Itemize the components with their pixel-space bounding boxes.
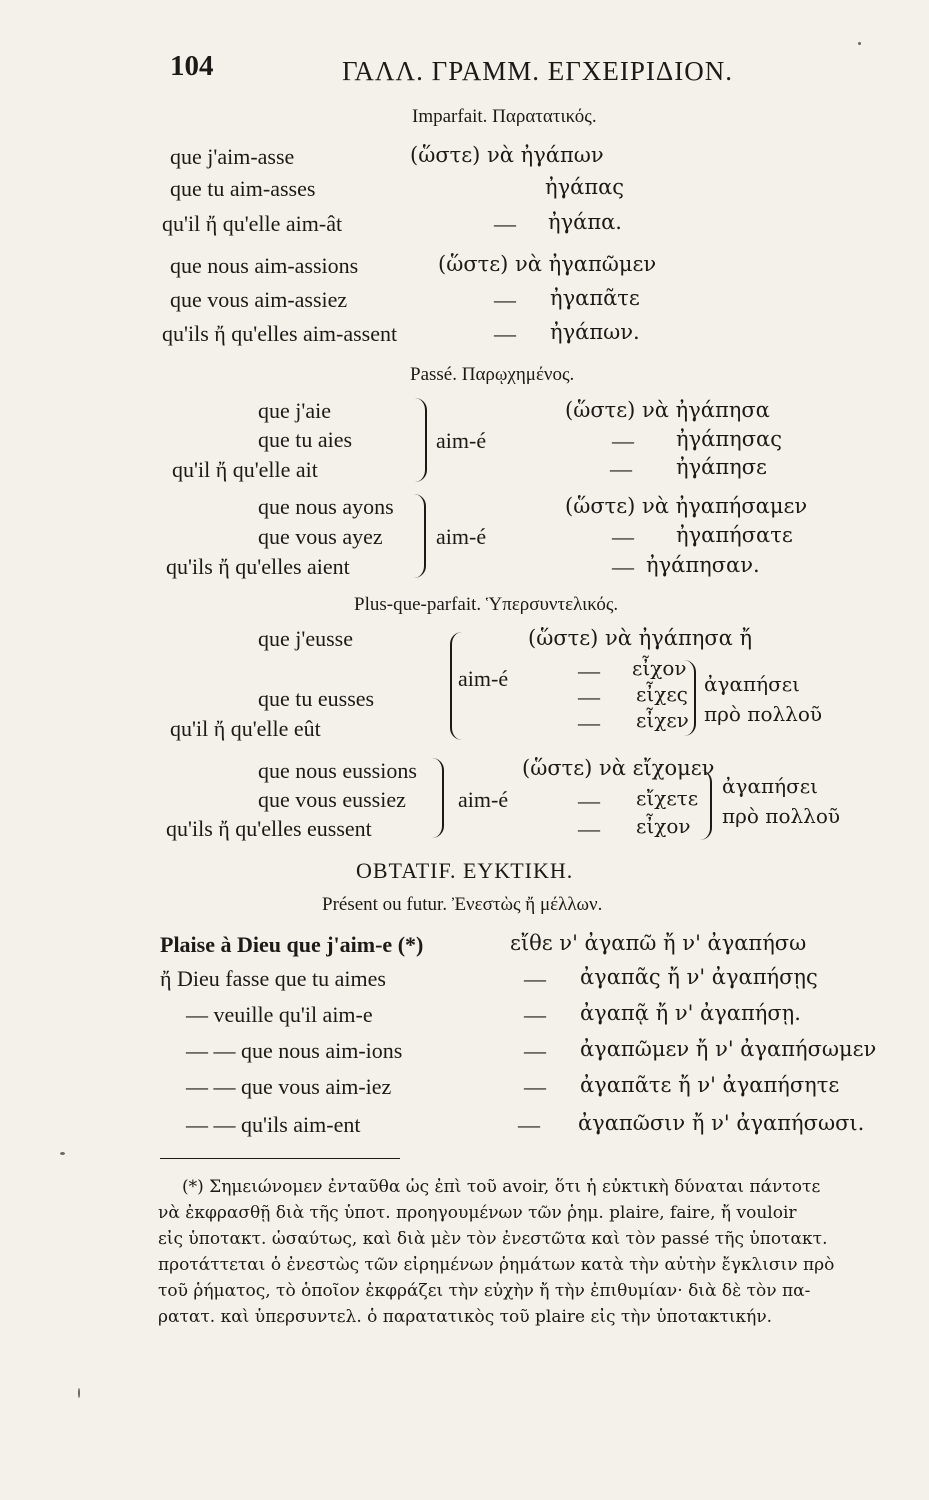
footnote-line-6: ρατατ. καὶ ὑπερσυντελ. ὁ παρατατικὸς τοῦ plaire εἰς τὴν ὑποτακτικήν. [158, 1307, 773, 1327]
passe-stem-2: aim-é [436, 524, 487, 549]
imparfait-dash-5: — [494, 287, 516, 312]
passe-brace-1 [415, 398, 427, 482]
footnote [158, 1174, 868, 1330]
imparfait-dash-3: — [494, 211, 516, 236]
optatif-gr-5: ἀγαπᾶτε ἤ ν' ἀγαπήσητε [580, 1073, 840, 1097]
imparfait-fr-4: que nous aim-assions [170, 253, 359, 278]
pqp-dash-2: — [578, 658, 600, 683]
paper-speck [78, 1388, 80, 1398]
passe-gr-2: ἠγάπησας [676, 427, 782, 451]
imparfait-gr-5: ἠγαπᾶτε [550, 286, 640, 310]
pqp-gr-3: εἶχες [636, 682, 688, 706]
pqp-gr-1: (ὥστε) νὰ ἠγάπησα ἤ [528, 626, 753, 650]
pqp-aside-2b: πρὸ πολλοῦ [722, 804, 841, 828]
optatif-dash-3: — [524, 1002, 546, 1027]
pqp-dash-7: — [578, 816, 600, 841]
passe-fr-1: que j'aie [258, 398, 331, 423]
pqp-fr-1: que j'eusse [258, 626, 353, 651]
pqp-gr-7: εἶχον [636, 814, 691, 838]
optatif-fr-3: — veuille qu'il aim-e [186, 1002, 373, 1027]
pqp-brace-aside-2 [700, 770, 712, 840]
imparfait-fr-2: que tu aim-asses [170, 176, 316, 201]
passe-gr-5: ἠγαπήσατε [676, 523, 793, 547]
optatif-fr-1: Plaise à Dieu que j'aim-e (*) [160, 932, 424, 957]
pqp-fr-3: qu'il ἤ qu'elle eût [170, 716, 321, 741]
passe-gr-3: ἠγάπησε [676, 455, 767, 479]
pqp-aside-1a: ἀγαπήσει [704, 672, 800, 696]
imparfait-fr-5: que vous aim-assiez [170, 287, 348, 312]
imparfait-fr-6: qu'ils ἤ qu'elles aim-assent [162, 321, 398, 346]
pqp-fr-5: que nous eussions [258, 758, 417, 783]
pqp-stem-2: aim-é [458, 787, 509, 812]
pqp-aside-1b: πρὸ πολλοῦ [704, 702, 823, 726]
pqp-aside-2a: ἀγαπήσει [722, 774, 818, 798]
pqp-brace-aside-1 [684, 660, 696, 736]
pqp-fr-7: qu'ils ἤ qu'elles eussent [166, 816, 372, 841]
passe-dash-6: — [612, 554, 634, 579]
imparfait-gr-4: (ὥστε) νὰ ἠγαπῶμεν [438, 252, 657, 276]
passe-fr-5: que vous ayez [258, 524, 383, 549]
imparfait-fr-3: qu'il ἤ qu'elle aim-ât [162, 211, 343, 236]
passe-dash-5: — [612, 524, 634, 549]
imparfait-gr-3: ἠγάπα. [548, 210, 622, 234]
optatif-gr-6: ἀγαπῶσιν ἤ ν' ἀγαπήσωσι. [578, 1111, 865, 1135]
optatif-heading: ΟΒΤΑΤΙF. ΕΥΚΤΙΚΗ. [356, 858, 574, 883]
pqp-dash-4: — [578, 710, 600, 735]
pqp-fr-2: que tu eusses [258, 686, 375, 711]
passe-fr-3: qu'il ἤ qu'elle ait [172, 457, 318, 482]
passe-gr-6: ἠγάπησαν. [646, 553, 760, 577]
page-number: 104 [170, 50, 214, 82]
imparfait-fr-1: que j'aim-asse [170, 144, 295, 169]
passe-brace-2 [414, 494, 426, 578]
optatif-subheading: Présent ou futur. Ἐνεστὼς ἤ μέλλων. [322, 894, 603, 915]
pqp-gr-5: (ὥστε) νὰ εἴχομεν [522, 756, 715, 780]
passe-dash-3: — [610, 456, 632, 481]
passe-heading: Passé. Παρῳχημένος. [410, 364, 575, 385]
footnote-line-2: νὰ ἐκφρασθῇ διὰ τῆς ὑποτ. προηγουμένων τῶν ῥημ. plaire, faire, ἤ vouloir [158, 1203, 797, 1223]
footnote-rule [160, 1158, 400, 1159]
optatif-gr-2: ἀγαπᾶς ἤ ν' ἀγαπήσῃς [580, 965, 818, 989]
passe-gr-4: (ὥστε) νὰ ἠγαπήσαμεν [565, 494, 808, 518]
footnote-line-4: προτάττεται ὁ ἐνεστὼς τῶν εἰρημένων ῥημάτων κατὰ τὴν αὐτὴν ἔγκλισιν πρὸ [158, 1255, 835, 1275]
paper-speck [858, 42, 861, 45]
optatif-dash-6: — [518, 1112, 540, 1137]
optatif-gr-1: εἴθε ν' ἀγαπῶ ἤ ν' ἀγαπήσω [510, 931, 807, 955]
optatif-gr-4: ἀγαπῶμεν ἤ ν' ἀγαπήσωμεν [580, 1037, 877, 1061]
imparfait-dash-6: — [494, 321, 516, 346]
optatif-gr-3: ἀγαπᾷ ἤ ν' ἀγαπήσῃ. [580, 1001, 801, 1025]
passe-dash-2: — [612, 428, 634, 453]
passe-fr-4: que nous ayons [258, 494, 394, 519]
pqp-gr-6: εἴχετε [636, 786, 699, 810]
passe-fr-2: que tu aies [258, 427, 353, 452]
pqp-dash-6: — [578, 788, 600, 813]
optatif-fr-4: — — que nous aim-ions [186, 1038, 403, 1063]
footnote-line-5: τοῦ ῥήματος, τὸ ὁποῖον ἐκφράζει τὴν εὐχὴν ἤ τὴν ἐπιθυμίαν· διὰ δὲ τὸν πα- [158, 1281, 811, 1301]
imparfait-gr-1: (ὥστε) νὰ ἠγάπων [410, 143, 604, 167]
pqp-fr-6: que vous eussiez [258, 787, 406, 812]
passe-fr-6: qu'ils ἤ qu'elles aient [166, 554, 350, 579]
imparfait-gr-2: ἠγάπας [545, 175, 625, 199]
pqp-brace-2 [432, 758, 444, 838]
paper-speck [60, 1152, 65, 1155]
passe-gr-1: (ὥστε) νὰ ἠγάπησα [565, 398, 770, 422]
imparfait-heading: Imparfait. Παρατατικός. [412, 106, 597, 127]
optatif-fr-2: ἤ Dieu fasse que tu aimes [160, 966, 386, 991]
footnote-line-1: (*) Σημειώνομεν ἐνταῦθα ὡς ἐπὶ τοῦ avoir, ὅτι ἡ εὐκτικὴ δύναται πάντοτε [182, 1177, 821, 1197]
optatif-fr-5: — — que vous aim-iez [186, 1074, 392, 1099]
pqp-gr-2: εἶχον [632, 656, 687, 680]
imparfait-gr-6: ἠγάπων. [550, 320, 640, 344]
optatif-fr-6: — — qu'ils aim-ent [186, 1112, 361, 1137]
optatif-dash-5: — [524, 1074, 546, 1099]
footnote-line-3: εἰς ὑποτακτ. ὡσαύτως, καὶ διὰ μὲν τὸν ἐνεστῶτα καὶ τὸν passé τῆς ὑποτακτ. [158, 1229, 828, 1249]
pqp-dash-3: — [578, 684, 600, 709]
pqp-stem-1: aim-é [458, 666, 509, 691]
passe-stem-1: aim-é [436, 428, 487, 453]
optatif-dash-2: — [524, 966, 546, 991]
pqp-gr-4: εἶχεν [636, 708, 689, 732]
plusqueparfait-heading: Plus-que-parfait. Ὑπερσυντελικός. [354, 594, 619, 615]
pqp-brace-1-spacer [440, 628, 450, 734]
running-title: ΓΑΛΛ. ΓΡΑΜΜ. ΕΓΧΕΙΡΙΔΙΟΝ. [342, 56, 733, 86]
optatif-dash-4: — [524, 1038, 546, 1063]
